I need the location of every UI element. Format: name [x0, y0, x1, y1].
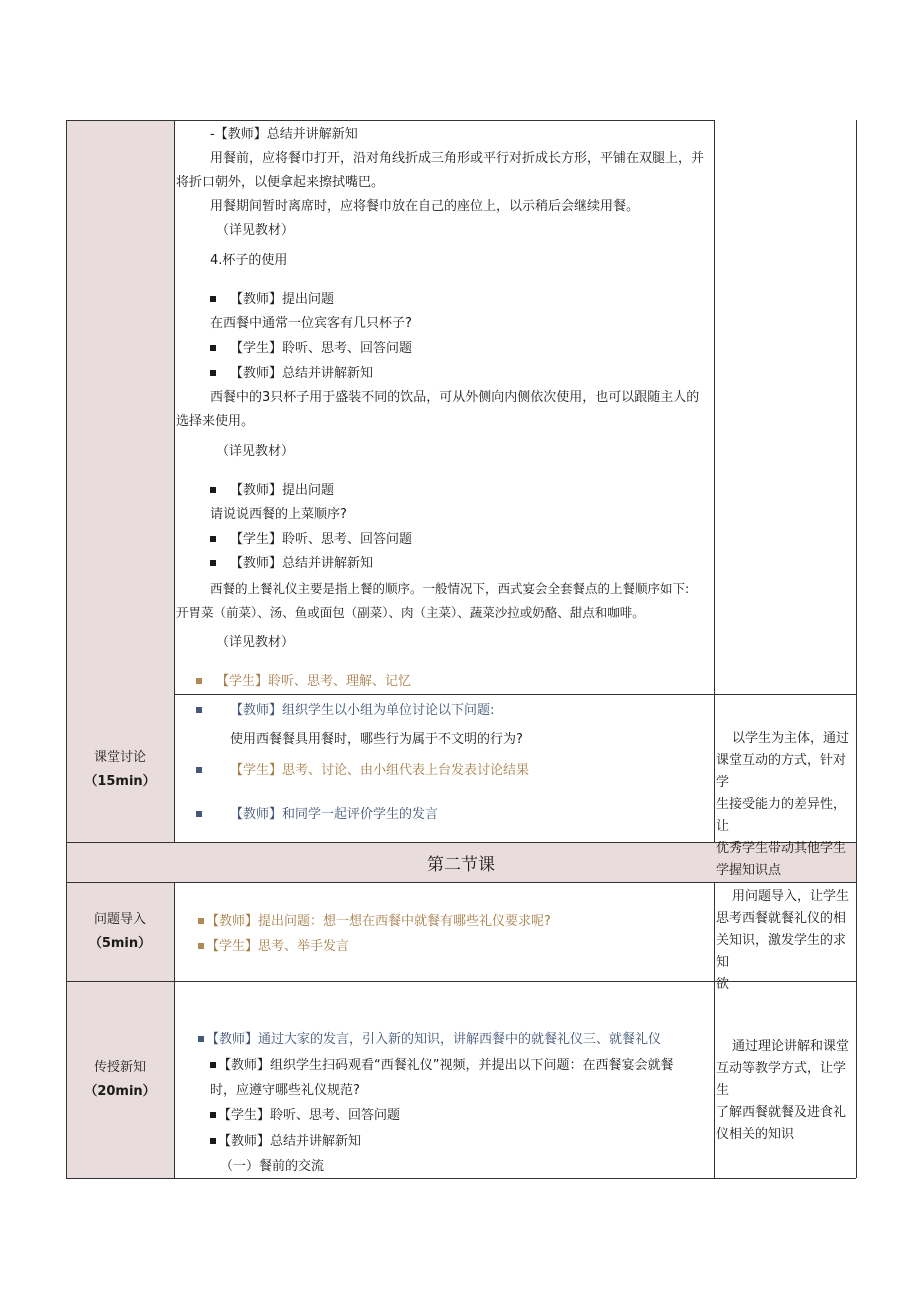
- list-item: 【教师】总结并讲解新知: [210, 365, 373, 383]
- table-border: [856, 842, 857, 1178]
- list-item: 【学生】聆听、思考、理解、记忆: [196, 673, 411, 691]
- section-title: 第二节课: [427, 855, 495, 875]
- bullet-icon: [196, 767, 202, 773]
- bullet-icon: [198, 943, 204, 949]
- list-item: 【教师】提出问题：想一想在西餐中就餐有哪些礼仪要求呢?: [198, 913, 551, 931]
- top-label-shade: [66, 120, 174, 694]
- discussion-label: 课堂讨论 （15min）: [84, 750, 156, 789]
- text-line: 4.杯子的使用: [210, 253, 288, 268]
- bullet-icon: [210, 345, 216, 351]
- bullet-icon: [210, 536, 216, 542]
- text-line: 开胃菜（前菜）、汤、鱼或面包（副菜）、肉（主菜）、蔬菜沙拉或奶酪、甜点和咖啡。: [176, 605, 645, 620]
- text-line: （一）餐前的交流: [220, 1159, 325, 1174]
- discussion-note: 以学生为主体，通过 课堂互动的方式，针对学 生接受能力的差异性，让 优秀学生带动其他学生 学握知识点: [716, 731, 850, 878]
- text-line: 时，应遵守哪些礼仪规范?: [210, 1083, 360, 1098]
- list-item: 【教师】和同学一起评价学生的发言: [196, 806, 438, 824]
- text-line: 选择来使用。: [176, 414, 255, 429]
- table-border: [66, 882, 856, 883]
- bullet-icon: [210, 487, 216, 493]
- table-border: [856, 120, 857, 842]
- bullet-icon: [196, 811, 202, 817]
- text-line: 在西餐中通常一位宾客有几只杯子?: [210, 316, 412, 331]
- bullet-icon: [210, 560, 216, 566]
- intro-label: 问题导入 （5min）: [88, 912, 152, 951]
- text-line: 用餐前，应将餐巾打开，沿对角线折成三角形或平行对折成长方形，平铺在双腿上，并: [210, 151, 705, 166]
- list-item: 【教师】提出问题: [210, 291, 334, 309]
- text-line: 请说说西餐的上菜顺序?: [210, 507, 347, 522]
- bullet-icon: [210, 1138, 216, 1144]
- table-border: [714, 120, 715, 842]
- bullet-icon: [198, 918, 204, 924]
- bullet-icon: [196, 707, 202, 713]
- list-item: 【学生】思考、讨论、由小组代表上台发表讨论结果: [196, 762, 529, 780]
- list-item: 【教师】总结并讲解新知: [210, 555, 373, 573]
- list-item: 【学生】聆听、思考、回答问题: [210, 1107, 400, 1125]
- table-border: [174, 882, 175, 1178]
- text-line: （详见教材）: [216, 635, 295, 650]
- table-border: [174, 694, 856, 695]
- list-item: 【教师】总结并讲解新知: [210, 1133, 361, 1151]
- list-item: 【学生】聆听、思考、回答问题: [210, 340, 412, 358]
- text-line: 西餐中的3只杯子用于盛装不同的饮品，可从外侧向内侧依次使用，也可以跟随主人的: [210, 390, 700, 405]
- list-item: 【学生】思考、举手发言: [198, 938, 349, 956]
- text-line: （详见教材）: [216, 223, 295, 238]
- bullet-icon: [198, 1036, 204, 1042]
- table-border: [174, 120, 175, 842]
- table-border: [66, 1178, 856, 1179]
- bullet-icon: [210, 1112, 216, 1118]
- teaching-label: 传授新知 （20min）: [84, 1060, 156, 1099]
- text-line: 使用西餐餐具用餐时，哪些行为属于不文明的行为?: [230, 732, 523, 747]
- bullet-icon: [210, 1062, 216, 1068]
- list-item: 【教师】组织学生扫码观看“西餐礼仪”视频，并提出以下问题：在西餐宴会就餐: [210, 1057, 673, 1075]
- table-border: [66, 120, 714, 121]
- intro-note: 用问题导入，让学生 思考西餐就餐礼仪的相 关知识，激发学生的求知 欲: [716, 889, 850, 992]
- table-border: [66, 120, 67, 1178]
- text-line: 将折口朝外，以便拿起来擦拭嘴巴。: [176, 175, 385, 190]
- bullet-icon: [210, 296, 216, 302]
- bullet-icon: [210, 370, 216, 376]
- text-line: 西餐的上餐礼仪主要是指上餐的顺序。一般情况下，西式宴会全套餐点的上餐顺序如下:: [210, 581, 690, 596]
- list-item: 【教师】组织学生以小组为单位讨论以下问题:: [196, 702, 494, 720]
- table-border: [714, 882, 715, 1178]
- text-line: -【教师】总结并讲解新知: [210, 127, 358, 142]
- list-item: 【教师】提出问题: [210, 482, 334, 500]
- list-item: 【学生】聆听、思考、回答问题: [210, 531, 412, 549]
- list-item: 【教师】通过大家的发言，引入新的知识，讲解西餐中的就餐礼仪三、就餐礼仪: [198, 1031, 661, 1049]
- teaching-note: 通过理论讲解和课堂 互动等教学方式，让学生 了解西餐就餐及进食礼 仪相关的知识: [716, 1039, 850, 1142]
- bullet-icon: [196, 678, 202, 684]
- text-line: （详见教材）: [216, 444, 295, 459]
- text-line: 用餐期间暂时离席时，应将餐巾放在自己的座位上，以示稍后会继续用餐。: [210, 199, 640, 214]
